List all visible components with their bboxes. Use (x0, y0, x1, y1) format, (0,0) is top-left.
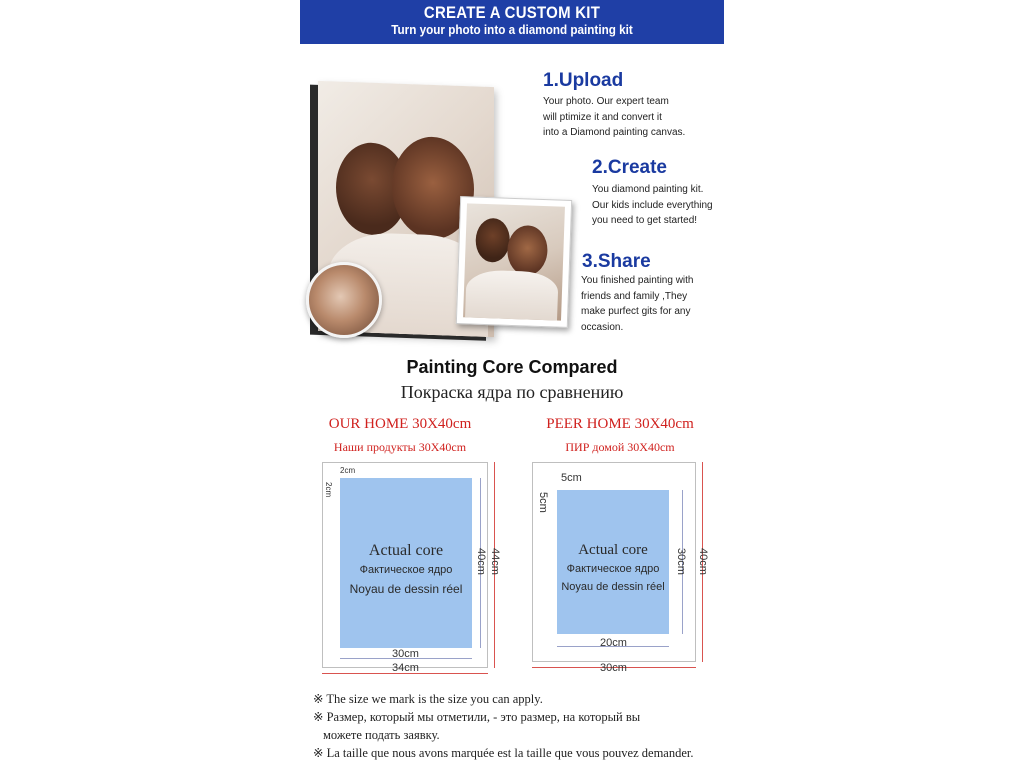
ours-actual-core: Actual core Фактическое ядро Noyau de dessin réel (340, 478, 472, 648)
note-fr: ※ La taille que nous avons marquée est la taille que vous pouvez demander. (313, 746, 694, 760)
note-ru-cont: можете подать заявку. (323, 728, 440, 742)
compare-title-en: Painting Core Compared (406, 357, 618, 377)
compare-title-ru: Покраска ядра по сравнению (400, 382, 624, 402)
step-share-title: 3.Share (582, 251, 651, 272)
peer-actual-core: Actual core Фактическое ядро Noyau de dessin réel (557, 490, 669, 634)
banner-title: CREATE A CUSTOM KIT (423, 3, 601, 22)
ours-margin-left: 2cm (324, 482, 333, 498)
ours-outer-width: 34cm (392, 662, 419, 674)
banner-subtitle: Turn your photo into a diamond painting kit (391, 22, 633, 37)
step-create-text: You diamond painting kit. Our kids include everything you need to get started! (592, 184, 713, 226)
peer-inner-width: 20cm (600, 637, 627, 649)
ours-inner-width: 30cm (392, 648, 419, 660)
ours-margin-top: 2cm (340, 466, 356, 475)
step-upload-text: Your photo. Our expert team will ptimize it and convert it into a Diamond painting canvas. (543, 96, 686, 138)
step-share-text: You finished painting with friends and family ,They make purfect gits for any occasion. (581, 275, 694, 333)
note-ru: ※ Размер, который мы отметили, - это размер, на который вы (313, 710, 641, 724)
size-notes (313, 690, 694, 762)
ours-inner-height: 40cm (475, 548, 487, 575)
diamond-detail-zoom (306, 262, 382, 338)
peer-outer-height: 40cm (697, 548, 709, 575)
peer-outer-width: 30cm (600, 662, 627, 674)
step-create-title: 2.Create (592, 157, 667, 178)
peer-inner-height: 30cm (675, 548, 687, 575)
ours-label: OUR HOME 30X40cm (328, 416, 472, 432)
ours-outer-height: 44cm (489, 548, 501, 575)
note-en: ※ The size we mark is the size you can apply. (313, 692, 543, 706)
peer-label: PEER HOME 30X40cm (546, 416, 694, 432)
peer-margin-left: 5cm (537, 492, 549, 513)
peer-margin-top: 5cm (561, 472, 582, 484)
header-banner (300, 0, 724, 44)
small-photo-print (456, 196, 572, 328)
ours-label-ru: Наши продукты 30X40cm (333, 440, 467, 454)
peer-label-ru: ПИР домой 30X40cm (565, 440, 675, 454)
step-upload-title: 1.Upload (543, 70, 624, 91)
